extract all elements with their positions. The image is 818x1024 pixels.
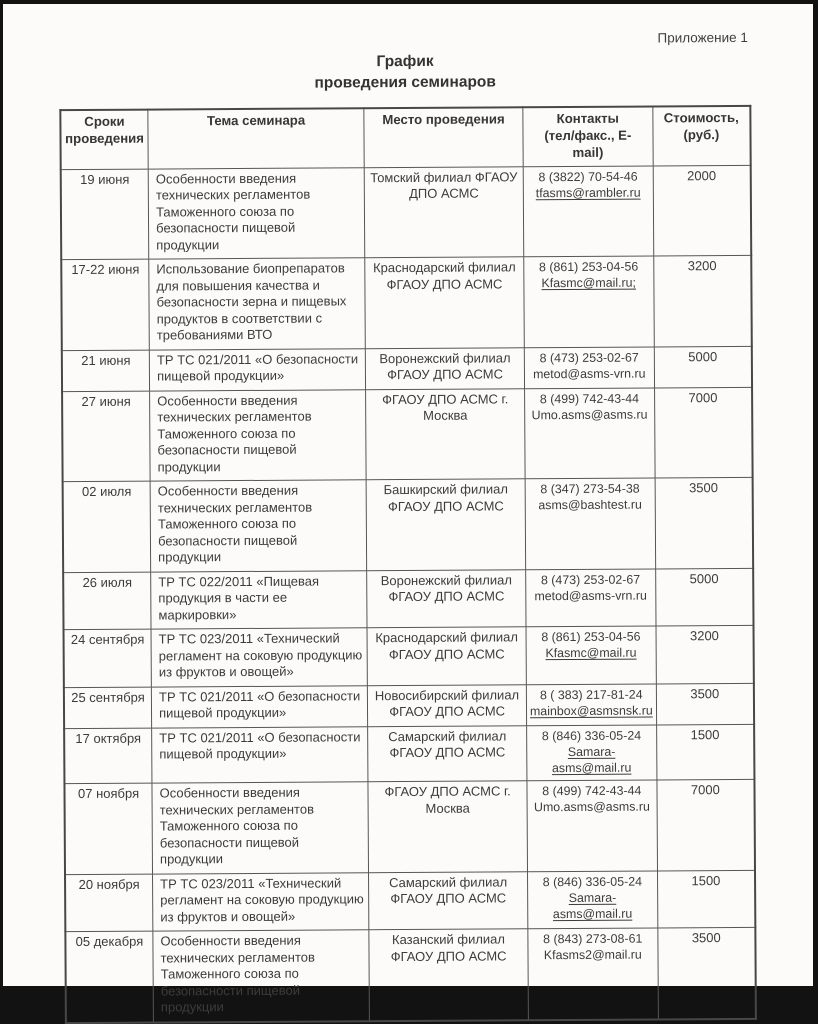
cost-cell: 3200 xyxy=(653,256,751,347)
table-row xyxy=(61,165,752,260)
topic-cell: Особенности введения технических регламентов Таможенного союза по безопасности пищевой продукции xyxy=(150,389,367,481)
date-cell: 26 июля xyxy=(63,572,151,630)
contact-cell xyxy=(526,684,656,726)
email-link: tfasms@rambler.ru xyxy=(535,185,641,201)
date-cell: 07 ноября xyxy=(64,783,152,874)
email-link: Samara-asms@mail.ru xyxy=(552,890,633,921)
contact-cell xyxy=(524,347,654,389)
venue-cell: ФГАОУ ДПО АСМС г. Москва xyxy=(368,781,527,872)
email-link: Samara-asms@mail.ru xyxy=(551,744,632,776)
date-cell: 17 октября xyxy=(64,728,152,784)
table-row xyxy=(65,870,755,932)
cost-cell: 7000 xyxy=(657,779,755,870)
col-header-venue: Место проведения xyxy=(364,107,523,167)
venue-cell: ФГАОУ ДПО АСМС г. Москва xyxy=(366,388,525,479)
topic-cell: Особенности введения технических регламентов Таможенного союза по безопасности пищевой продукции xyxy=(152,782,369,874)
cost-cell: 7000 xyxy=(654,387,752,478)
col-header-dates: Сроки проведения xyxy=(60,110,148,170)
cost-cell: 3500 xyxy=(656,683,754,725)
contact-cell xyxy=(524,388,654,479)
annex-label: Приложение 1 xyxy=(657,29,748,46)
date-cell: 02 июля xyxy=(63,481,151,572)
cost-cell: 5000 xyxy=(654,346,752,388)
table-row xyxy=(64,724,754,784)
seminar-schedule-table xyxy=(59,105,757,1024)
phone-number: 8 (347) 273-54-38 xyxy=(540,481,640,497)
table-row xyxy=(64,626,754,688)
topic-cell: Особенности введения технических регламентов Таможенного союза по безопасности пищевой продукции xyxy=(148,167,365,259)
date-cell: 27 июня xyxy=(62,391,150,482)
venue-cell: Самарский филиал ФГАОУ ДПО АСМС xyxy=(368,725,527,781)
topic-cell: ТР ТС 022/2011 «Пищевая продукция в части ее маркировки» xyxy=(151,570,367,629)
table-row xyxy=(63,568,753,630)
venue-cell: Казанский филиал ФГАОУ ДПО АСМС xyxy=(369,929,528,1021)
email-link: Umo.asms@asms.ru xyxy=(533,799,650,815)
email-link: Umo.asms@asms.ru xyxy=(531,407,648,423)
title-line-2: проведения семинаров xyxy=(314,73,496,92)
table-row xyxy=(62,346,752,391)
venue-cell: Башкирский филиал ФГАОУ ДПО АСМС xyxy=(366,479,525,570)
phone-number: 8 (843) 273-08-61 xyxy=(543,931,643,947)
table-row xyxy=(61,256,752,351)
venue-cell: Новосибирский филиал ФГАОУ ДПО АСМС xyxy=(368,684,527,726)
cost-cell: 1500 xyxy=(657,870,755,928)
email-link: Kfasmc@mail.ru; xyxy=(541,275,637,291)
header-row xyxy=(60,106,750,169)
email-link: mainbox@asmsnsk.ru xyxy=(529,703,653,719)
phone-number: 8 (499) 742-43-44 xyxy=(542,783,642,799)
contact-cell xyxy=(523,166,653,257)
venue-cell: Воронежский филиал ФГАОУ ДПО АСМС xyxy=(366,347,525,389)
title-line-1: График xyxy=(376,52,434,71)
cost-cell: 5000 xyxy=(655,568,753,626)
email-link: metod@asms-vrn.ru xyxy=(533,366,646,382)
venue-cell: Краснодарский филиал ФГАОУ ДПО АСМС xyxy=(365,257,524,348)
topic-cell: Особенности введения технических регламентов Таможенного союза по безопасности пищевой продукции xyxy=(153,930,370,1022)
cost-cell: 3500 xyxy=(658,927,756,1019)
topic-cell: ТР ТС 021/2011 «О безопасности пищевой продукции» xyxy=(151,685,367,727)
page-content xyxy=(0,2,816,1015)
table-row xyxy=(65,927,756,1022)
phone-number: 8 (473) 253-02-67 xyxy=(539,350,639,365)
phone-number: 8 (3822) 70-54-46 xyxy=(538,169,638,184)
venue-cell: Томский филиал ФГАОУ ДПО АСМС xyxy=(364,166,523,257)
contact-cell xyxy=(528,928,658,1020)
cost-cell: 1500 xyxy=(656,724,754,780)
table-row xyxy=(63,478,754,573)
email-link: Kfasms2@mail.ru xyxy=(543,947,642,963)
date-cell: 20 ноября xyxy=(65,874,153,932)
col-header-cost: Стоимость, (руб.) xyxy=(653,106,751,166)
contact-cell xyxy=(527,780,657,871)
phone-number: 8 (861) 253-04-56 xyxy=(538,259,639,275)
phone-number: 8 (861) 253-04-56 xyxy=(541,629,641,645)
topic-cell: ТР ТС 023/2011 «Технический регламент на соковую продукцию из фруктов и овощей» xyxy=(151,628,367,687)
date-cell: 25 сентября xyxy=(64,687,152,729)
topic-cell: Использование биопрепаратов для повышения качества и безопасности зерна и пищевых продуктов в соответствии с требованиями ВТО xyxy=(149,258,366,350)
document-title xyxy=(0,50,810,97)
table-row xyxy=(62,387,753,482)
contact-cell xyxy=(526,626,656,684)
contact-cell xyxy=(527,725,657,781)
table-row xyxy=(64,779,755,874)
venue-cell: Воронежский филиал ФГАОУ ДПО АСМС xyxy=(367,569,526,627)
col-header-contacts: Контакты (тел/факс., E- mail) xyxy=(523,106,653,166)
venue-cell: Краснодарский филиал ФГАОУ ДПО АСМС xyxy=(367,627,526,685)
phone-number: 8 (473) 253-02-67 xyxy=(540,572,641,587)
phone-number: 8 (846) 336-05-24 xyxy=(542,874,643,889)
email-link: asms@bashtest.ru xyxy=(538,497,642,513)
email-link: Kfasmc@mail.ru xyxy=(545,645,637,661)
phone-number: 8 (499) 742-43-44 xyxy=(539,391,640,406)
date-cell: 21 июня xyxy=(62,350,150,392)
topic-cell: Особенности введения технических регламентов Таможенного союза по безопасности пищевой продукции xyxy=(150,480,367,572)
date-cell: 05 декабря xyxy=(65,931,153,1023)
date-cell: 17-22 июня xyxy=(61,259,149,350)
col-header-topic: Тема семинара xyxy=(148,108,364,168)
cost-cell: 3200 xyxy=(656,626,754,684)
contact-cell xyxy=(524,256,654,347)
date-cell: 24 сентября xyxy=(64,629,152,687)
cost-cell: 2000 xyxy=(653,165,751,256)
contact-cell xyxy=(527,871,657,929)
phone-number: 8 ( 383) 217-81-24 xyxy=(539,687,643,702)
table-row xyxy=(64,683,754,728)
phone-number: 8 (846) 336-05-24 xyxy=(541,728,642,743)
contact-cell xyxy=(526,569,656,627)
cost-cell: 3500 xyxy=(655,478,753,569)
topic-cell: ТР ТС 023/2011 «Технический регламент на соковую продукцию из фруктов и овощей» xyxy=(153,872,369,931)
date-cell: 19 июня xyxy=(61,169,149,260)
venue-cell: Самарский филиал ФГАОУ ДПО АСМС xyxy=(369,871,528,929)
email-link: metod@asms-vrn.ru xyxy=(534,588,647,604)
scanned-page xyxy=(3,4,813,1015)
contact-cell xyxy=(525,478,655,569)
topic-cell: ТР ТС 021/2011 «О безопасности пищевой продукции» xyxy=(149,348,365,390)
topic-cell: ТР ТС 021/2011 «О безопасности пищевой продукции» xyxy=(152,726,368,783)
